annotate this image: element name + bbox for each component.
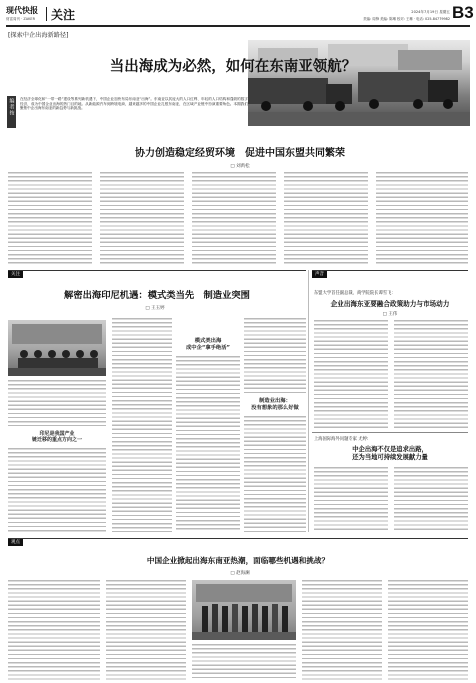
bottom-story-column-2 [106,580,186,680]
right-story-headline-2: 中企出海不仅是追求出路， 还为当地可持续发展献力量 [352,446,428,461]
masthead-logo: 现代快报 [6,5,38,15]
left-story-column-4 [244,318,306,394]
issue-date: 2024年7月19日 星期五 [411,10,450,14]
left-story-column-2 [112,318,172,532]
editor-note-text: 在经济全球化和“一带一路”建设等系列新机遇下，中国企业加快布局东南亚“出海”。东南亚以其庞大的人口红利、年轻的人口结构和蓬勃的数字经济，成为中国企业出海的热门目的地。从新能源汽车到跨境电商，越来越多的中国企业扎根东南亚，在区域产业链中扮演重要角色。本期我们聚焦中企出海东南亚的新趋势与新挑战。 [20,97,248,111]
right-section-bar [312,270,468,278]
left-story-column-5 [244,416,306,532]
right-story-headline: 企业出海东亚要融合政策助力与市场动力 [330,300,450,308]
bottom-story-byline: □ 赵海澜 [230,571,250,576]
top-story-column-5 [376,172,468,264]
right-story-byline: □ 王伟 [382,312,398,317]
masthead-divider [46,7,47,21]
right-story-column-3 [314,467,388,532]
right-story-kicker: 东盟大学首任副总裁、商学院院长谭雪飞： [314,291,396,296]
group-photo [192,580,296,640]
top-story-column-3 [192,172,276,264]
forum-photo [8,320,106,376]
hero-photo-trucks [248,40,470,126]
bottom-story-column-4 [302,580,382,680]
left-story-column-1b [8,448,106,532]
right-inner-rule [312,432,468,433]
masthead-rule [6,25,470,27]
bottom-story-headline: 中国企业掀起出海东南亚热潮，面临哪些机遇和挑战？ [146,556,330,565]
section-title: 关注 [51,8,76,22]
bottom-story-column-1 [8,580,100,680]
top-story-column-1 [8,172,92,264]
editor-note-label: 编者按 [7,96,16,128]
top-story-byline: □ 刘禹松 [230,164,250,169]
page-number: B3 [452,3,474,22]
top-story-headline: 当出海成为必然，如何在东南亚领航？ [109,59,357,75]
bottom-story-column-3 [192,644,296,680]
bottom-section-bar [8,538,468,546]
left-story-column-1 [8,380,106,426]
right-section-tag: 声音 [312,271,327,278]
left-section-bar [8,270,306,278]
right-story-column-1 [314,320,388,428]
left-section-tag: 关注 [8,271,23,278]
left-story-headline: 解密出海印尼机遇：模式类当先 制造业突围 [64,290,250,301]
right-story-column-2 [394,320,468,428]
issue-editors: 责编: 周锋 美编: 陈琳 校对: 王琳 · 电话: 025-84779982 [363,17,450,21]
top-story-column-2 [100,172,184,264]
bottom-section-tag: 观点 [8,539,23,546]
right-story-column-4 [394,467,468,532]
left-story-column-3 [176,356,240,532]
right-story-kicker-2: 上海国际海外问题专家 尤婷: [314,437,369,442]
left-story-subhead-1: 模式类出海 成中企“拿手绝活” [185,338,231,351]
left-story-subhead-2: 制造业出海： 没有想象的那么好做 [251,398,299,411]
top-story-subheadline: 协力创造稳定经贸环境 促进中国东盟共同繁荣 [135,148,345,159]
top-story-column-4 [284,172,368,264]
masthead-subtitle: 财富周刊 · ZAKER [6,17,36,21]
top-story-kicker: [探索中企出海新路径] [8,32,69,39]
bottom-story-column-5 [388,580,468,680]
column-divider [308,270,309,532]
left-story-byline: □ 王玉婷 [145,306,165,311]
left-story-quote: 印尼是我国产业 链迁移的重点方向之一 [31,431,82,444]
